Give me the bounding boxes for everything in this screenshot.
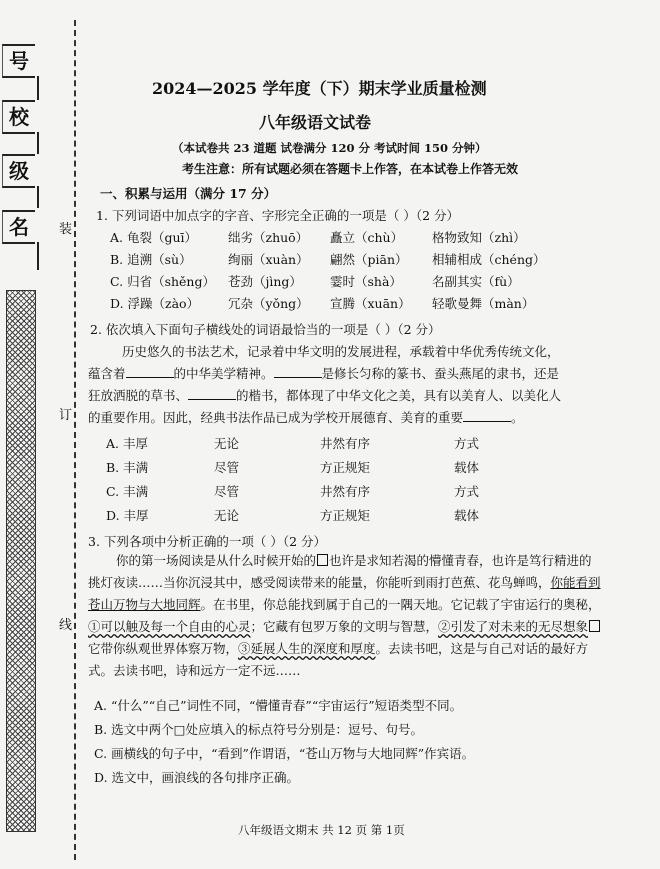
- q1-option-a-2: 绌劣（zhuō）: [228, 230, 309, 245]
- q2-option-c-1: C. 丰满: [106, 484, 149, 499]
- q1-option-d-3: 宣腾（xuān）: [330, 296, 411, 311]
- q2-option-b-4: 载体: [454, 460, 480, 475]
- q1-option-b-4: 相辅相成（chéng）: [432, 252, 546, 267]
- q3-option-b: B. 选文中两个□处应填入的标点符号分别是：逗号、句号。: [94, 722, 423, 737]
- q1-option-c-3: 霎时（shà）: [330, 274, 402, 289]
- section-heading: 一、积累与运用（满分 17 分）: [100, 186, 277, 201]
- q2-passage-line-2: 蕴含着 的中华美学精神。 是修长匀称的篆书、蚕头燕尾的隶书，还是: [88, 366, 560, 381]
- q1-option-a-4: 格物致知（zhì）: [432, 230, 526, 245]
- blank-3: [188, 387, 236, 400]
- underlined-sentence: 你能看到苍山万物与大地同辉: [88, 575, 601, 612]
- q2-option-a-2: 无论: [214, 436, 240, 451]
- q1-option-d-2: 冗杂（yǒng）: [228, 296, 309, 311]
- binding-dashed-line: [74, 20, 76, 860]
- exam-notice: 考生注意：所有试题必须在答题卡上作答，在本试卷上作答无效: [182, 162, 519, 176]
- class-label: 级: [2, 154, 35, 188]
- q3-option-c: C. 画横线的句子中，“看到”作谓语，“苍山万物与大地同辉”作宾语。: [94, 746, 475, 761]
- q3-passage: 你的第一场阅读是从什么时候开始的 也许是求知若渴的懵懂青春，也许是笃行精进的挑灯夜读……当你沉浸其中，感受阅读带来的能量，你能听到雨打芭蕉、花鸟蝉鸣，你能看到苍山万物与大地同辉。在书里，你总能找到属于自己的一隅天地。它记载了宇宙运行的奥秘，①可以触及每一个自由的心灵；它藏有包罗万象的文明与智慧，②引发了对未来的无尽想象它带你纵观世界体察万物，③延展人生的深度和厚度。去读书吧，这是与自己对话的最好方式。去读书吧，诗和远方一定不远……: [88, 553, 601, 678]
- divider-line: [37, 132, 39, 154]
- q2-option-c-4: 方式: [454, 484, 480, 499]
- binding-mark-ding: 订: [59, 402, 72, 425]
- q3-option-a: A. “什么”“自己”词性不同，“懵懂青春”“宇宙运行”短语类型不同。: [94, 698, 463, 713]
- q2-option-a-1: A. 丰厚: [106, 436, 148, 451]
- q2-passage-line-3: 狂放洒脱的草书、 的楷书，都体现了中华文化之美，具有以美育人、以美化人: [88, 388, 562, 403]
- q1-option-b-2: 绚丽（xuàn）: [228, 252, 309, 267]
- wavy-sentence-1: ①可以触及每一个自由的心灵: [88, 619, 251, 634]
- blank-1: [126, 365, 174, 378]
- punctuation-box-1: [317, 554, 328, 566]
- student-id-label: 号: [2, 44, 35, 78]
- name-label: 名: [2, 210, 35, 244]
- exam-info: （本试卷共 23 道题 试卷满分 120 分 考试时间 150 分钟）: [172, 141, 487, 155]
- q2-option-d-3: 方正规矩: [320, 508, 371, 523]
- q2-option-b-3: 方正规矩: [320, 460, 371, 475]
- q1-option-b-1: B. 追溯（sù）: [110, 252, 192, 267]
- q2-stem: 2. 依次填入下面句子横线处的词语最恰当的一项是（ ）（2 分）: [90, 322, 441, 337]
- q2-option-c-3: 井然有序: [320, 484, 371, 499]
- q2-option-a-4: 方式: [454, 436, 480, 451]
- q2-passage-line-4: 的重要作用。因此，经典书法作品已成为学校开展德育、美育的重要 。: [88, 410, 524, 425]
- q2-passage-line-1: 历史悠久的书法艺术，记录着中华文明的发展进程，承载着中华优秀传统文化，: [122, 344, 560, 359]
- q1-option-a-3: 矗立（chù）: [330, 230, 404, 245]
- exam-title: 2024—2025 学年度（下）期末学业质量检测: [152, 79, 487, 98]
- binding-margin: [0, 0, 95, 869]
- q1-option-c-2: 苍劲（jìng）: [228, 274, 302, 289]
- divider-line: [37, 186, 39, 208]
- hatched-seal-strip: [6, 290, 36, 832]
- blank-4: [463, 409, 511, 422]
- q1-option-d-1: D. 浮躁（zào）: [110, 296, 200, 311]
- q1-option-d-4: 轻歌曼舞（màn）: [432, 296, 535, 311]
- binding-mark-zhuang: 装: [59, 216, 72, 239]
- q2-option-d-1: D. 丰厚: [106, 508, 149, 523]
- exam-subtitle: 八年级语文试卷: [259, 113, 372, 132]
- q1-stem: 1. 下列词语中加点字的字音、字形完全正确的一项是（ ）（2 分）: [96, 208, 460, 223]
- wavy-sentence-3: ③延展人生的深度和厚度: [238, 641, 376, 656]
- school-label: 校: [2, 100, 35, 134]
- q2-option-a-3: 井然有序: [320, 436, 371, 451]
- page-footer: 八年级语文期末 共 12 页 第 1页: [238, 823, 405, 837]
- q1-option-c-4: 名副其实（fù）: [432, 274, 520, 289]
- divider-line: [37, 242, 39, 270]
- q2-option-d-4: 载体: [454, 508, 480, 523]
- q3-stem: 3. 下列各项中分析正确的一项（ ）（2 分）: [88, 534, 327, 549]
- q2-option-b-1: B. 丰满: [106, 460, 149, 475]
- binding-mark-xian: 线: [59, 612, 72, 635]
- q1-option-b-3: 翩然（piān）: [330, 252, 408, 267]
- q1-option-c-1: C. 归省（shěng）: [110, 274, 215, 289]
- q2-option-d-2: 无论: [214, 508, 240, 523]
- divider-line: [37, 76, 39, 100]
- wavy-sentence-2: ②引发了对未来的无尽想象: [438, 619, 589, 634]
- q2-option-b-2: 尽管: [214, 460, 240, 475]
- q2-option-c-2: 尽管: [214, 484, 240, 499]
- q3-option-d: D. 选文中，画浪线的各句排序正确。: [94, 770, 300, 785]
- punctuation-box-2: [589, 620, 600, 632]
- q1-option-a-1: A. 龟裂（guī）: [110, 230, 198, 245]
- blank-2: [274, 365, 322, 378]
